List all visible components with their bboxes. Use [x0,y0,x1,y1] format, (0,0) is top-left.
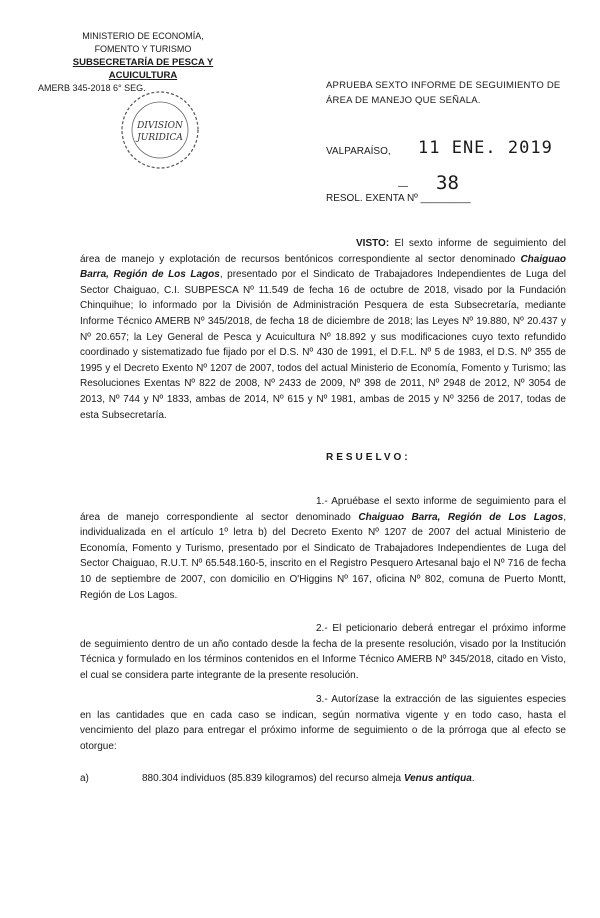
item-1-text-2: , individualizada en el artículo 1º letra b) del Decreto Exento Nº 1207 de 2007 del actual Ministerio de Economía, Fomento y Turismo, presentado por el Sindicato de Trabajadores Independientes de Luga del Sector Chaiguao, R.U.T. Nº 65.548.160-5, inscrito en el Registro Pesquero Artesanal bajo el Nº 716 de fecha 10 de septiembre de 2007, con domicilio en O'Higgins Nº 167, oficina Nº 802, comuna de Puerto Montt, Región de Los Lagos. [80,511,567,601]
resolution-number: 38 [436,172,459,194]
list-marker: a) [80,773,89,784]
subsecretaria-name: SUBSECRETARÍA DE PESCA Y ACUICULTURA [72,57,214,81]
letterhead [38,30,248,95]
stamp-text-1: DIVISION [137,121,183,131]
ministry-name-2: FOMENTO Y TURISMO [94,44,192,54]
visto-paragraph [80,236,566,423]
resolution-subject: APRUEBA SEXTO INFORME DE SEGUIMIENTO DE ÁREA DE MANEJO QUE SEÑALA. [326,80,561,106]
item-1-sector: Chaiguao Barra, Región de Los Lagos [358,511,564,523]
visto-label: VISTO: [356,238,390,249]
item-3-text: 3.- Autorízase la extracción de las siguientes especies en las cantidades que en cada caso se indican, según normativa vigente y en todo caso, hasta el vencimiento del plazo para entregar el próximo informe de seguimiento o de la prórroga que al efecto se otorgue: [80,694,566,752]
resolution-date-stamp: 11 ENE. 2019 [418,138,553,158]
item-1-text: 1.- Apruébase el sexto informe de seguimiento para el área de manejo correspondiente al sector denominado [80,496,566,523]
visto-text-1: El sexto informe de seguimiento del área de manejo y explotación de recursos bentónicos correspondiente al sector denominado [80,238,566,265]
resolution-label: RESOL. EXENTA Nº _________ [326,193,471,204]
visto-sector: Chaiguao Barra, Región de Los Lagos [80,253,566,281]
stamp-text-2: JURIDICA [137,133,183,143]
resolution-item-3 [80,692,566,754]
resuelvo-heading: RESUELVO: [326,452,411,463]
ministry-name: MINISTERIO DE ECONOMÍA, [82,31,204,41]
resolution-item-2 [80,621,566,683]
species-end: . [471,773,475,784]
resolution-item-1 [80,494,566,603]
species-quantity: 880.304 individuos (85.839 kilogramos) del recurso almeja [142,773,404,784]
species-list-item [80,773,475,784]
file-reference: AMERB 345-2018 6° SEG. [38,83,146,93]
division-juridica-stamp [118,88,202,172]
species-name: Venus antiqua [403,773,472,784]
item-2-text: 2.- El peticionario deberá entregar el próximo informe de seguimiento dentro de un año contado desde la fecha de la presente resolución, visado por la Institución Técnica y formulado en los términos contenidos en el Informe Técnico AMERB Nº 345/2018, citado en Visto, el cual se considera parte integrante de la presente resolución. [80,623,566,681]
dash-mark: — [398,181,408,192]
visto-text-2: , presentado por el Sindicato de Trabajadores Independientes de Luga del Sector Chaiguao, C.I. SUBPESCA Nº 11.549 de fecha 16 de octubre de 2018, visado por la Fundación Chinquihue; lo informado por la División de Administración Pesquera de esta Subsecretaría, mediante Informe Técnico AMERB Nº 345/2018, de fecha 18 de diciembre de 2018; las Leyes Nº 19.880, Nº 20.437 y Nº 20.657; la Ley General de Pesca y Acuicultura Nº 18.892 y sus modificaciones cuyo texto refundido coordinado y sistematizado fue fijado por el D.S. Nº 430 de 1991, el D.F.L. Nº 5 de 1983, el D.S. Nº 355 de 1995 y el Decreto Exento Nº 1207 de 2007, todos del actual Ministerio de Economía, Fomento y Turismo; las Resoluciones Exentas Nº 822 de 2008, Nº 2433 de 2009, Nº 398 de 2011, Nº 2948 de 2012, Nº 3054 de 2013, Nº 744 y Nº 1833, ambas de 2014, Nº 615 y Nº 1981, ambas de 2015 y Nº 3256 de 2017, todas de esta Subsecretaría. [80,269,566,421]
place-label: VALPARAÍSO, [326,146,391,157]
